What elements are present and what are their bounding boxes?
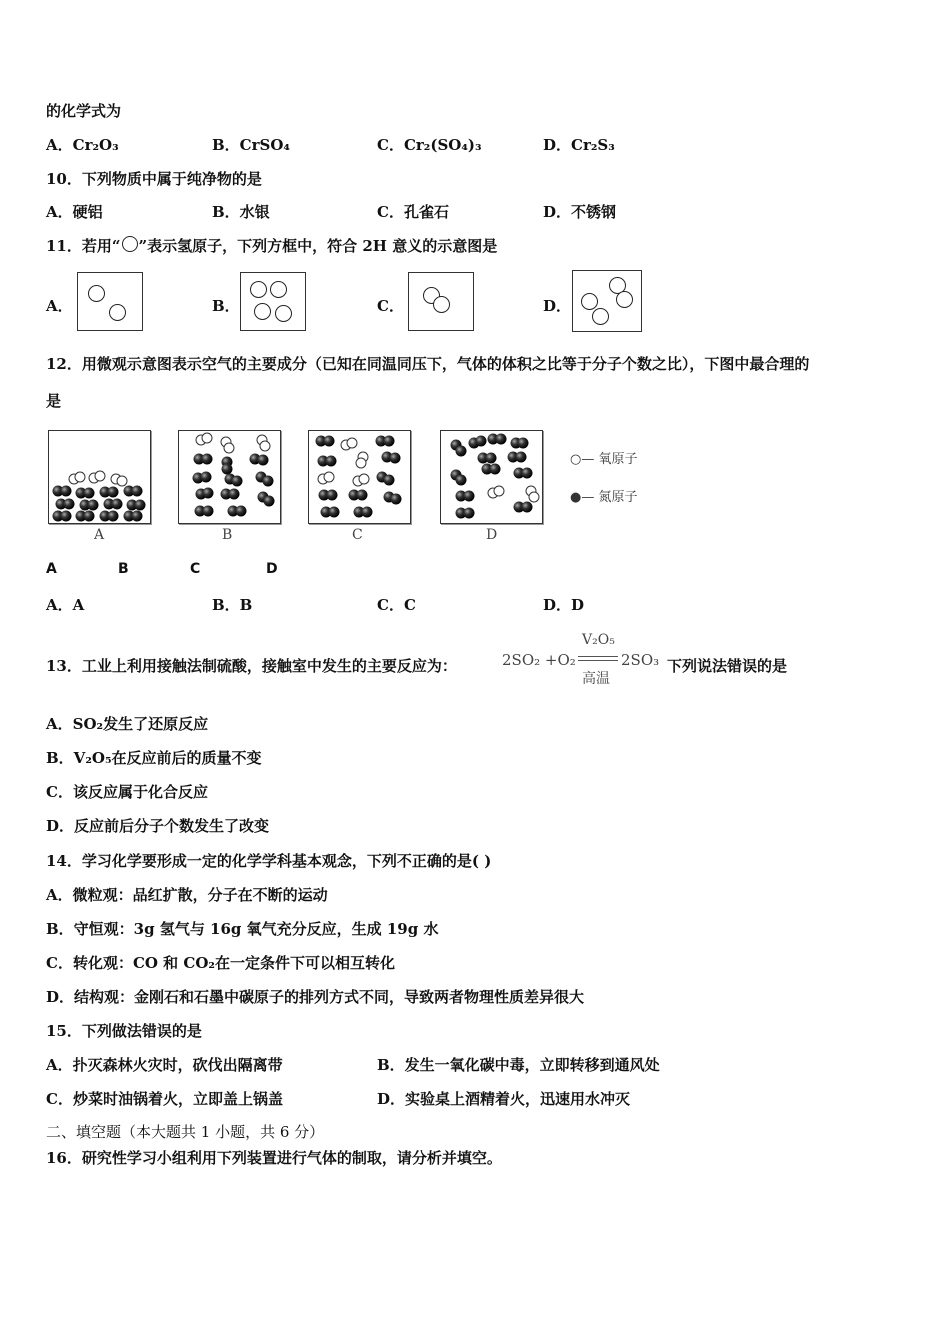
q9-option-c[interactable]: C．Cr₂(SO₄)₃ xyxy=(377,136,482,154)
q11-option-d[interactable]: D． xyxy=(543,297,572,315)
q15-option-b[interactable]: B．发生一氧化碳中毒，立即转移到通风处 xyxy=(377,1056,660,1074)
q12-figure-label-b: B xyxy=(222,527,233,543)
q11-option-b[interactable]: B． xyxy=(212,297,240,315)
equation-double-bar xyxy=(578,656,618,661)
q12-stem-line1: 12．用微观示意图表示空气的主要成分（已知在同温同压下，气体的体积之比等于分子个数之比），下图中最合理的 xyxy=(46,355,810,373)
hydrogen-atom xyxy=(270,281,287,298)
q13-option-b[interactable]: B．V₂O₅在反应前后的质量不变 xyxy=(46,749,262,767)
q11-stem xyxy=(46,236,497,256)
molecule-group xyxy=(179,431,280,523)
q9-stem-tail: 的化学式为 xyxy=(46,102,122,120)
hydrogen-atom xyxy=(88,285,105,302)
q13-option-d[interactable]: D．反应前后分子个数发生了改变 xyxy=(46,817,270,835)
q12-option-d[interactable]: D．D xyxy=(543,596,585,614)
q10-option-b[interactable]: B．水银 xyxy=(212,203,270,221)
q12-label-a: A xyxy=(46,561,57,577)
q11-option-a[interactable]: A． xyxy=(46,297,73,315)
equation-left: 2SO₂ +O₂ xyxy=(502,651,576,669)
legend-oxygen: ○— 氧原子 xyxy=(570,452,638,467)
q12-option-c[interactable]: C．C xyxy=(377,596,416,614)
q14-option-d[interactable]: D．结构观：金刚石和石墨中碳原子的排列方式不同，导致两者物理性质差异很大 xyxy=(46,988,585,1006)
q10-option-a[interactable]: A．硬铝 xyxy=(46,203,103,221)
q9-option-a[interactable]: A．Cr₂O₃ xyxy=(46,136,119,154)
q15-option-d[interactable]: D．实验桌上酒精着火，迅速用水冲灭 xyxy=(377,1090,631,1108)
hydrogen-atom xyxy=(275,305,292,322)
q11-option-c[interactable]: C． xyxy=(377,297,404,315)
q12-figure-c xyxy=(308,430,411,524)
q14-option-c[interactable]: C．转化观：CO 和 CO₂在一定条件下可以相互转化 xyxy=(46,954,395,972)
hydrogen-atom xyxy=(109,304,126,321)
q15-stem: 15．下列做法错误的是 xyxy=(46,1022,202,1040)
q14-stem: 14．学习化学要形成一定的化学学科基本观念，下列不正确的是( ) xyxy=(46,852,492,870)
q14-option-b[interactable]: B．守恒观：3g 氢气与 16g 氧气充分反应，生成 19g 水 xyxy=(46,920,439,938)
equation-condition: 高温 xyxy=(582,671,610,687)
q12-figure-label-a: A xyxy=(94,527,105,543)
q12-label-c: C xyxy=(190,561,201,577)
hydrogen-atom xyxy=(616,291,633,308)
q10-option-d[interactable]: D．不锈钢 xyxy=(543,203,617,221)
q11-box-b xyxy=(240,272,306,331)
molecule-group xyxy=(441,431,542,523)
q11-box-c xyxy=(408,272,474,331)
q13-stem-suffix: 下列说法错误的是 xyxy=(667,657,788,675)
hydrogen-atom xyxy=(592,308,609,325)
molecule-group xyxy=(49,431,150,523)
q12-figure-label-d: D xyxy=(486,527,498,543)
q12-figure-a xyxy=(48,430,151,524)
q12-figure-d xyxy=(440,430,543,524)
q11-box-a xyxy=(77,272,143,331)
q12-label-b: B xyxy=(118,561,129,577)
q12-option-a[interactable]: A．A xyxy=(46,596,85,614)
q12-option-b[interactable]: B．B xyxy=(212,596,253,614)
q12-stem-line2: 是 xyxy=(46,392,62,410)
q16-stem: 16．研究性学习小组利用下列装置进行气体的制取，请分析并填空。 xyxy=(46,1149,502,1167)
q11-box-d xyxy=(572,270,642,332)
q15-option-c[interactable]: C．炒菜时油锅着火，立即盖上锅盖 xyxy=(46,1090,283,1108)
hydrogen-atom-icon xyxy=(122,236,138,252)
q14-option-a[interactable]: A．微粒观：品红扩散，分子在不断的运动 xyxy=(46,886,328,904)
q13-option-a[interactable]: A．SO₂发生了还原反应 xyxy=(46,715,209,733)
section-heading: 二、填空题（本大题共 1 小题，共 6 分） xyxy=(46,1123,325,1141)
q15-option-a[interactable]: A．扑灭森林火灾时，砍伐出隔离带 xyxy=(46,1056,283,1074)
q10-stem: 10．下列物质中属于纯净物的是 xyxy=(46,170,262,188)
q11-stem-prefix: 11．若用“ xyxy=(46,237,121,255)
q9-option-b[interactable]: B．CrSO₄ xyxy=(212,136,290,154)
molecule-group xyxy=(309,431,410,523)
q10-option-c[interactable]: C．孔雀石 xyxy=(377,203,449,221)
equation-right: 2SO₃ xyxy=(621,651,660,669)
equation-catalyst: V₂O₅ xyxy=(582,632,615,648)
q13-option-c[interactable]: C．该反应属于化合反应 xyxy=(46,783,208,801)
legend-nitrogen: ●— 氮原子 xyxy=(570,490,638,505)
hydrogen-atom xyxy=(250,281,267,298)
hydrogen-atom xyxy=(433,296,450,313)
hydrogen-atom xyxy=(581,293,598,310)
q11-stem-suffix: ”表示氢原子，下列方框中，符合 2H 意义的示意图是 xyxy=(138,237,498,255)
hydrogen-atom xyxy=(254,303,271,320)
q12-label-d: D xyxy=(266,561,278,577)
q12-figure-b xyxy=(178,430,281,524)
q12-figure-label-c: C xyxy=(352,527,363,543)
q13-stem-prefix: 13．工业上利用接触法制硫酸，接触室中发生的主要反应为： xyxy=(46,657,457,675)
q9-option-d[interactable]: D．Cr₂S₃ xyxy=(543,136,615,154)
